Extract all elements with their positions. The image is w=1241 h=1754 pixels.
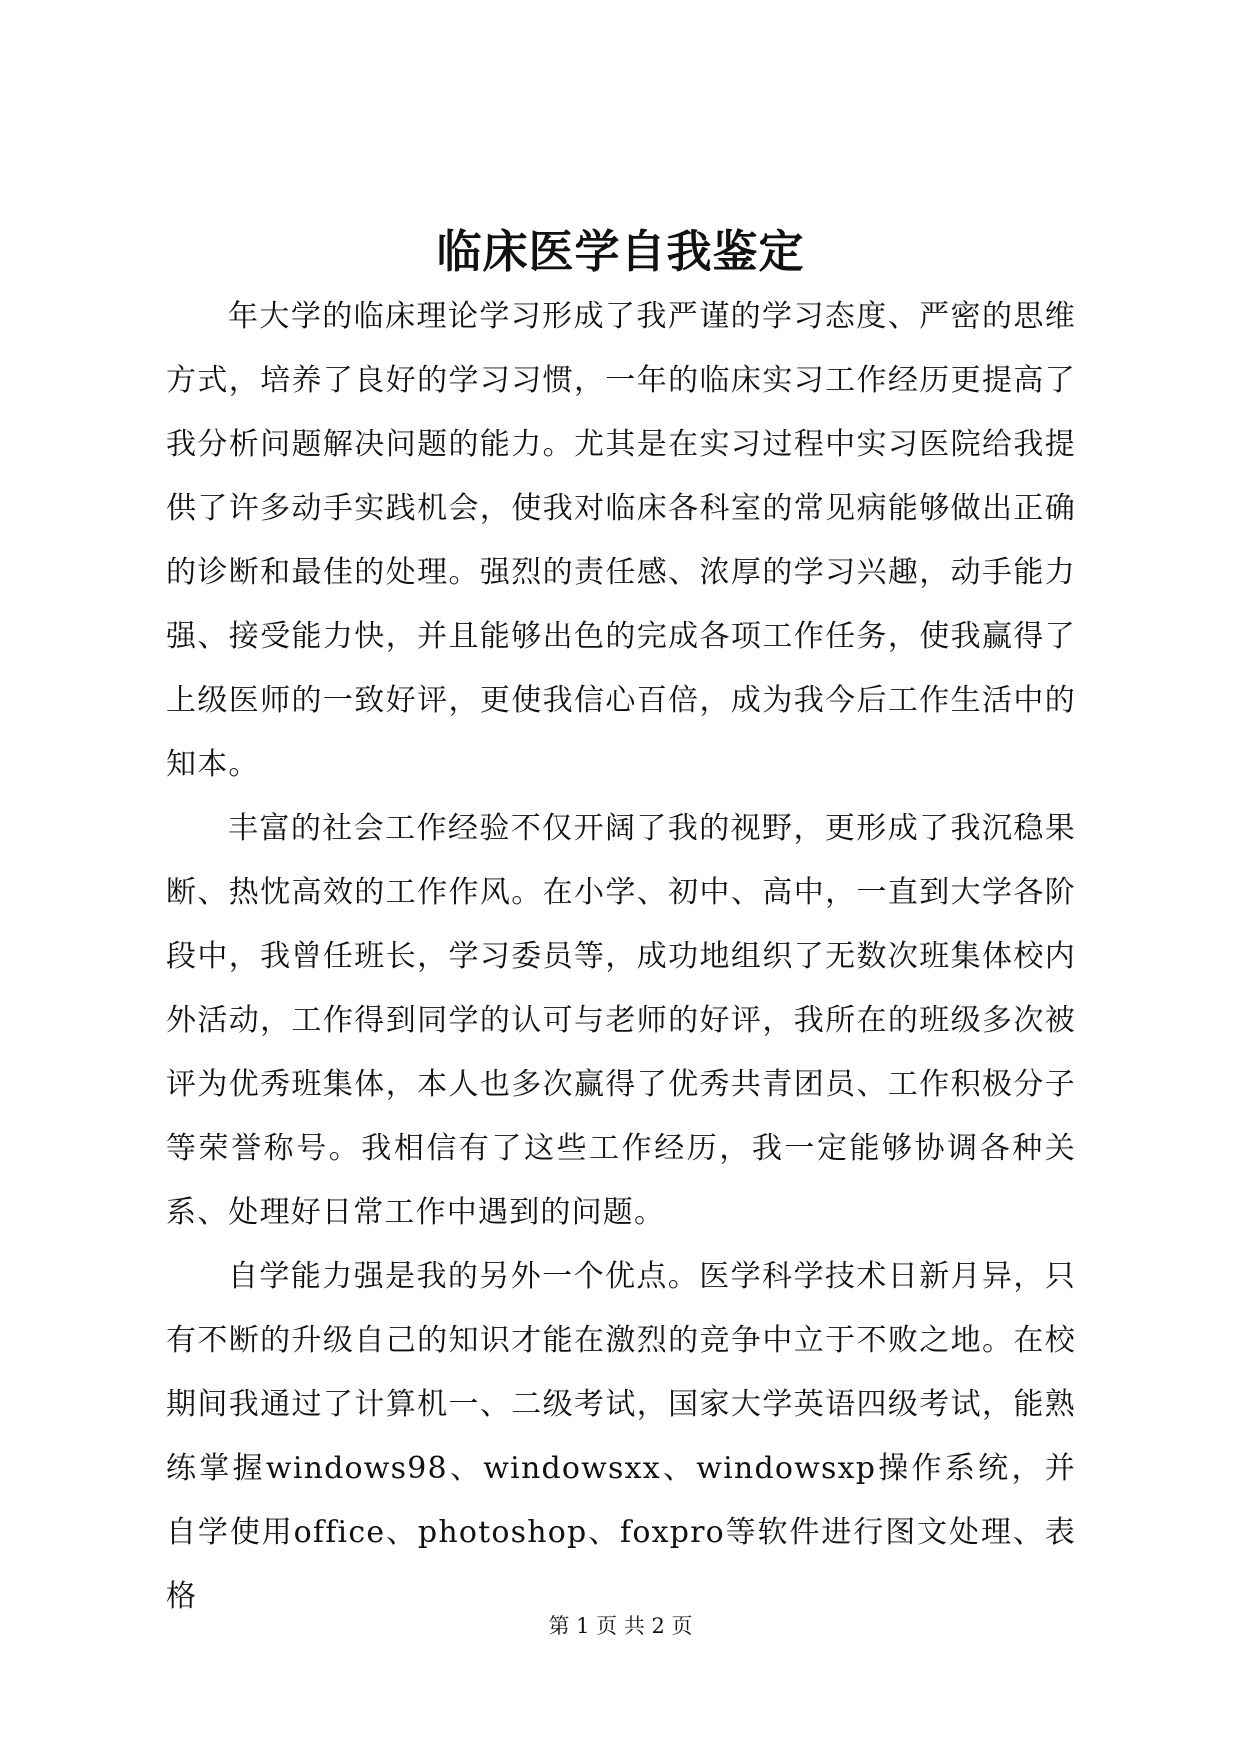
paragraph-clinical-study: 年大学的临床理论学习形成了我严谨的学习态度、严密的思维方式，培养了良好的学习习惯，一年的临床实习工作经历更提高了我分析问题解决问题的能力。尤其是在实习过程中实习医院给我提供了许多动手实践机会，使我对临床各科室的常见病能够做出正确的诊断和最佳的处理。强烈的责任感、浓厚的学习兴趣，动手能力强、接受能力快，并且能够出色的完成各项工作任务，使我赢得了上级医师的一致好评，更使我信心百倍，成为我今后工作生活中的知本。: [166, 299, 1076, 782]
page-title: 临床医学自我鉴定: [436, 225, 805, 278]
paragraph-self-learning: 自学能力强是我的另外一个优点。医学科学技术日新月异，只有不断的升级自己的知识才能在激烈的竞争中立于不败之地。在校期间我通过了计算机一、二级考试，国家大学英语四级考试，能熟练掌握windows98、windowsxx、windowsxp操作系统，并自学使用office、photoshop、foxpro等软件进行图文处理、表格: [166, 1259, 1076, 1614]
document-body: [166, 285, 1076, 1629]
page-number-footer: 第 1 页 共 2 页: [548, 1614, 693, 1638]
paragraph-social-work: 丰富的社会工作经验不仅开阔了我的视野，更形成了我沉稳果断、热忱高效的工作作风。在小学、初中、高中，一直到大学各阶段中，我曾任班长，学习委员等，成功地组织了无数次班集体校内外活动，工作得到同学的认可与老师的好评，我所在的班级多次被评为优秀班集体，本人也多次赢得了优秀共青团员、工作积极分子等荣誉称号。我相信有了这些工作经历，我一定能够协调各种关系、处理好日常工作中遇到的问题。: [166, 811, 1076, 1230]
